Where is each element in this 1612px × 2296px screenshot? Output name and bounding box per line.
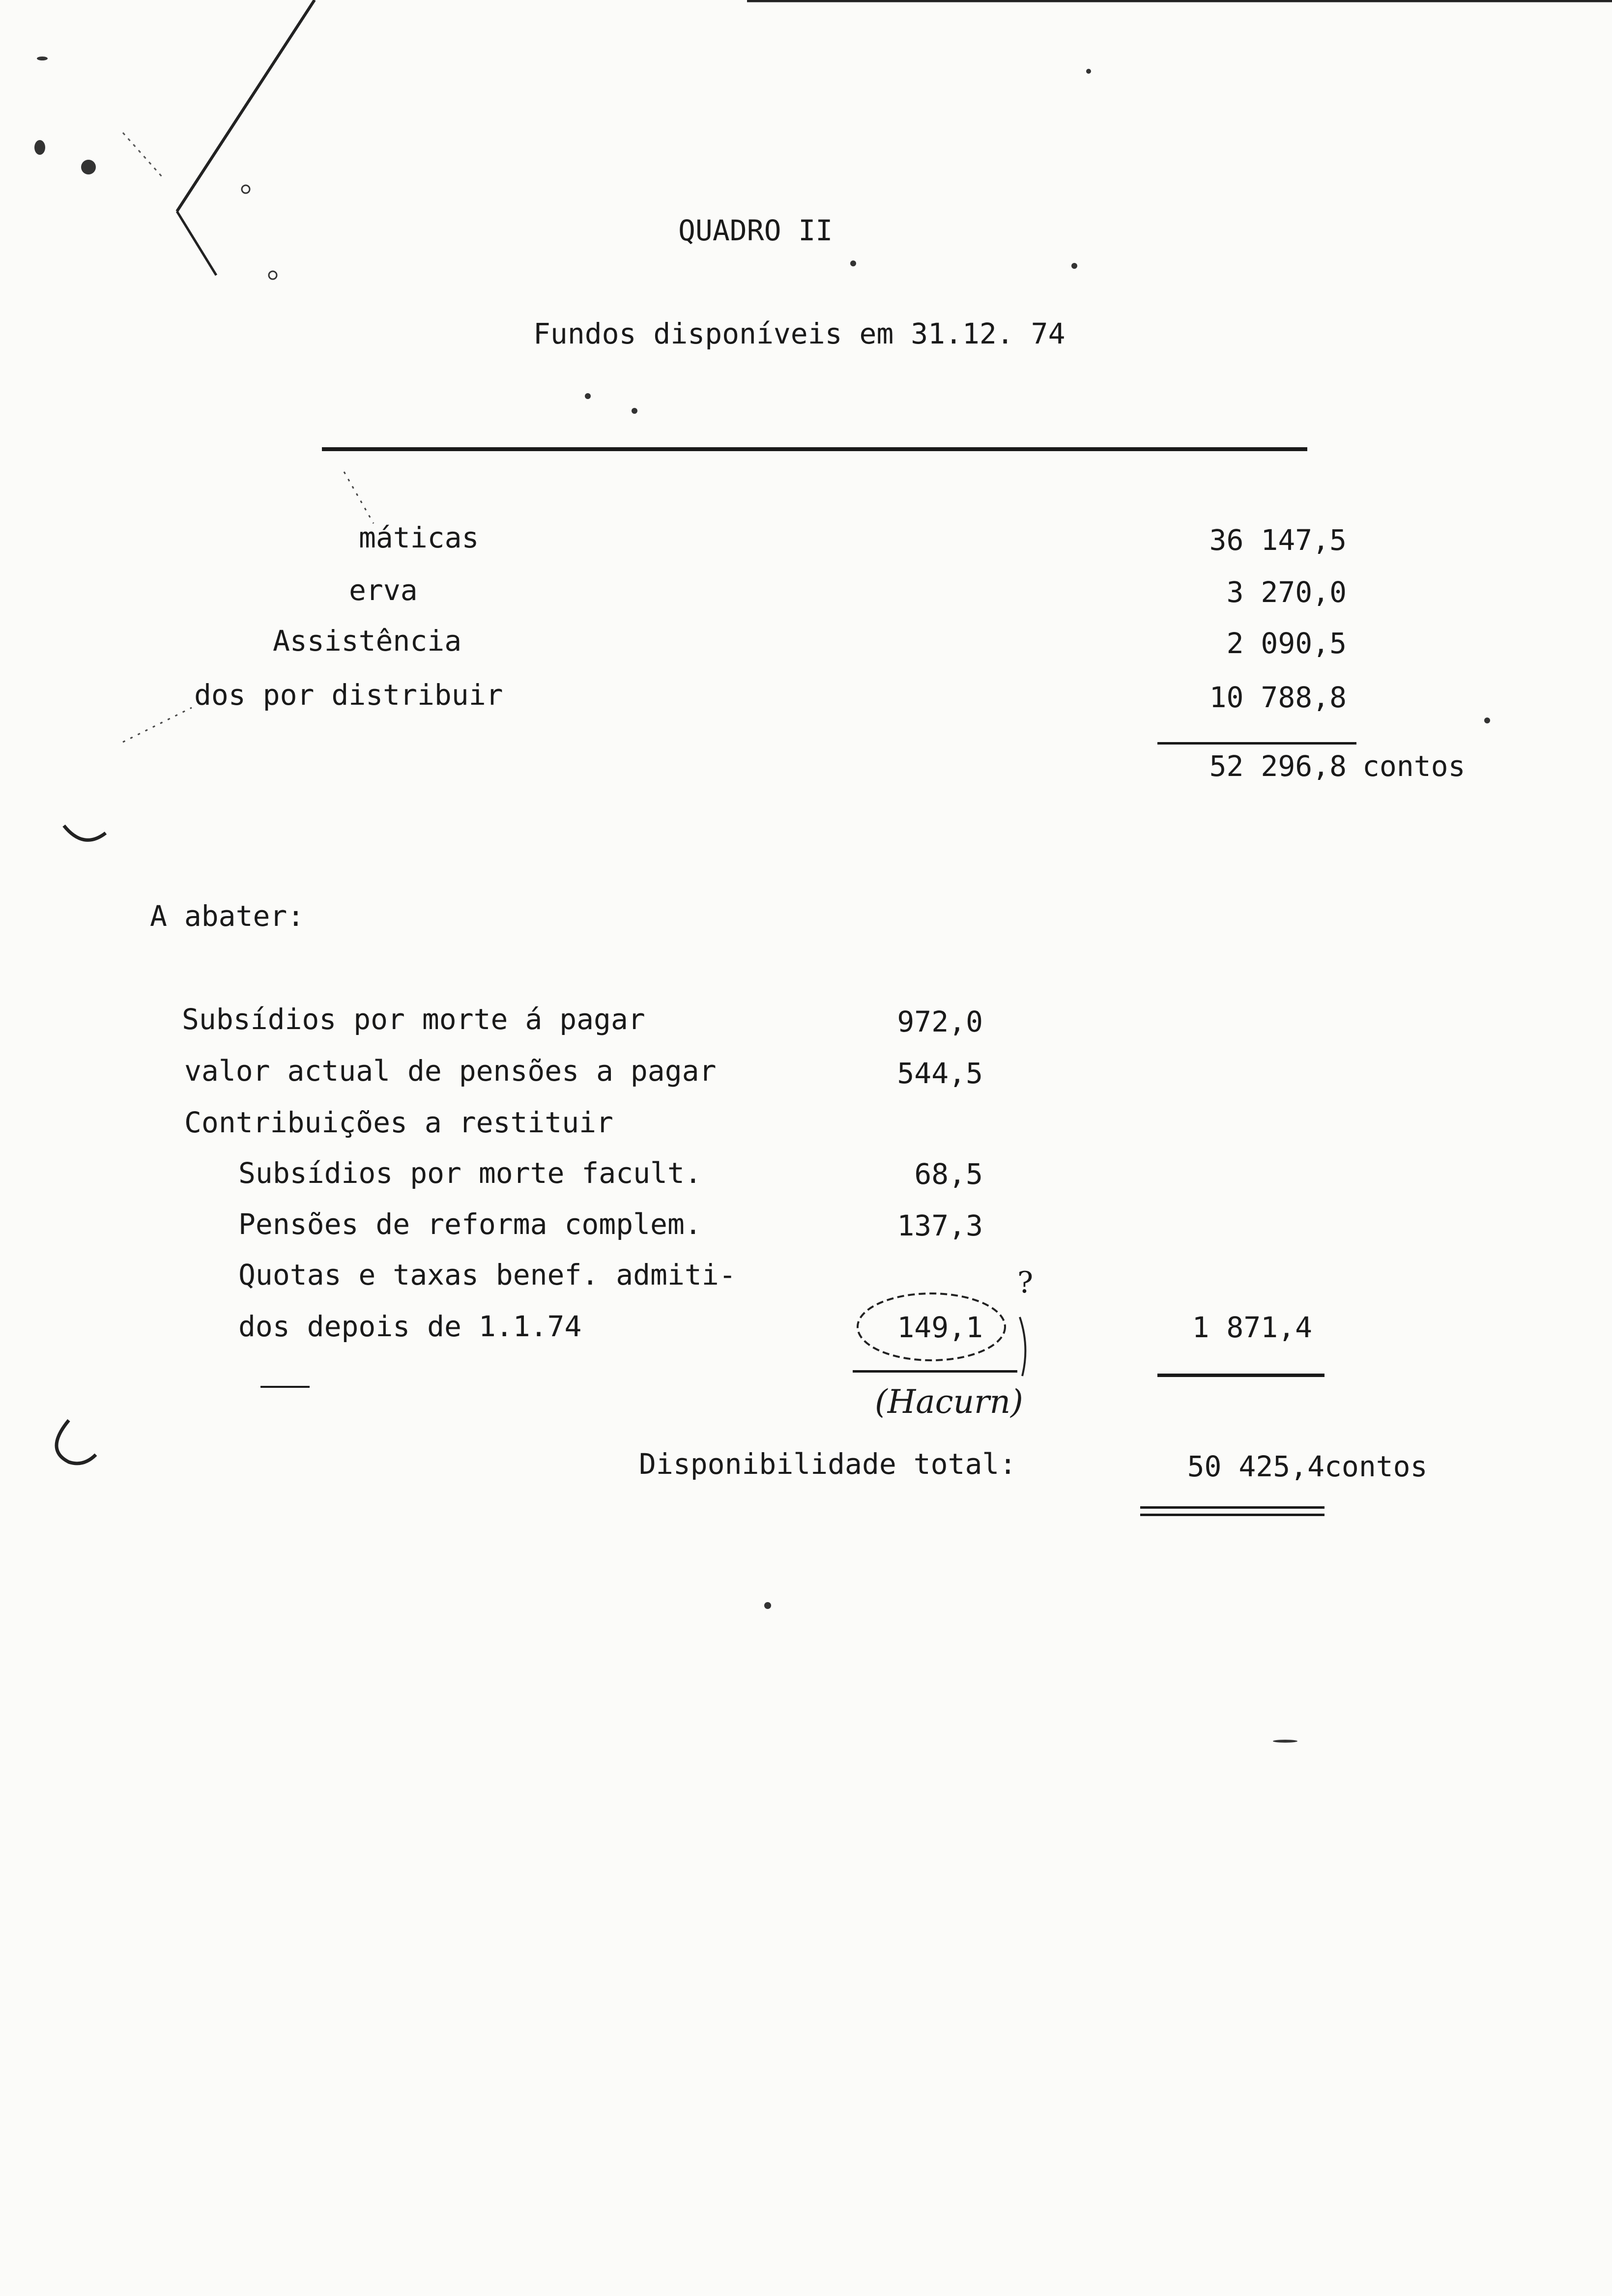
total-unit: contos xyxy=(1324,1450,1428,1483)
total-value: 50 425,4 xyxy=(1187,1450,1324,1483)
deduction-label: Pensões de reforma complem. xyxy=(238,1207,702,1241)
deduction-label: dos depois de 1.1.74 xyxy=(238,1310,582,1343)
deduction-label: Quotas e taxas benef. admiti- xyxy=(238,1258,736,1292)
fund-label: máticas xyxy=(359,521,479,554)
fund-value: 3 270,0 xyxy=(1226,575,1347,609)
page-subtitle: Fundos disponíveis em 31.12. 74 xyxy=(533,317,1065,350)
fund-label: Assistência xyxy=(273,624,462,658)
deduction-value: 68,5 xyxy=(914,1157,983,1191)
deduction-value: 544,5 xyxy=(897,1057,983,1090)
deduction-label: valor actual de pensões a pagar xyxy=(184,1054,717,1088)
fund-value: 10 788,8 xyxy=(1209,681,1347,714)
handwritten-note: (Hacurn) xyxy=(875,1383,1023,1421)
stray-dash xyxy=(260,1386,310,1388)
total-double-rule-2 xyxy=(1140,1514,1324,1516)
fund-value: 2 090,5 xyxy=(1226,627,1347,660)
fund-value: 36 147,5 xyxy=(1209,523,1347,557)
deduction-value: 972,0 xyxy=(897,1005,983,1038)
deduction-label: Contribuições a restituir xyxy=(184,1106,613,1139)
deductions-total-value: 1 871,4 xyxy=(1192,1311,1312,1344)
total-label: Disponibilidade total: xyxy=(639,1447,1017,1481)
deduction-label: Subsídios por morte facult. xyxy=(238,1156,702,1190)
deductions-heading: A abater: xyxy=(150,899,305,933)
total-double-rule-1 xyxy=(1140,1506,1324,1509)
deductions-total-rule xyxy=(1157,1374,1324,1377)
handwritten-question: ? xyxy=(1017,1265,1034,1300)
funds-total-unit: contos xyxy=(1362,749,1466,783)
funds-total-value: 52 296,8 xyxy=(1209,749,1347,783)
deduction-label: Subsídios por morte á pagar xyxy=(182,1003,645,1036)
fund-label: dos por distribuir xyxy=(194,678,503,712)
page-title: QUADRO II xyxy=(678,214,833,247)
deduction-value: 149,1 xyxy=(897,1311,983,1344)
deductions-column-rule xyxy=(853,1370,1017,1373)
deduction-value: 137,3 xyxy=(897,1209,983,1242)
fund-label: erva xyxy=(349,574,418,607)
